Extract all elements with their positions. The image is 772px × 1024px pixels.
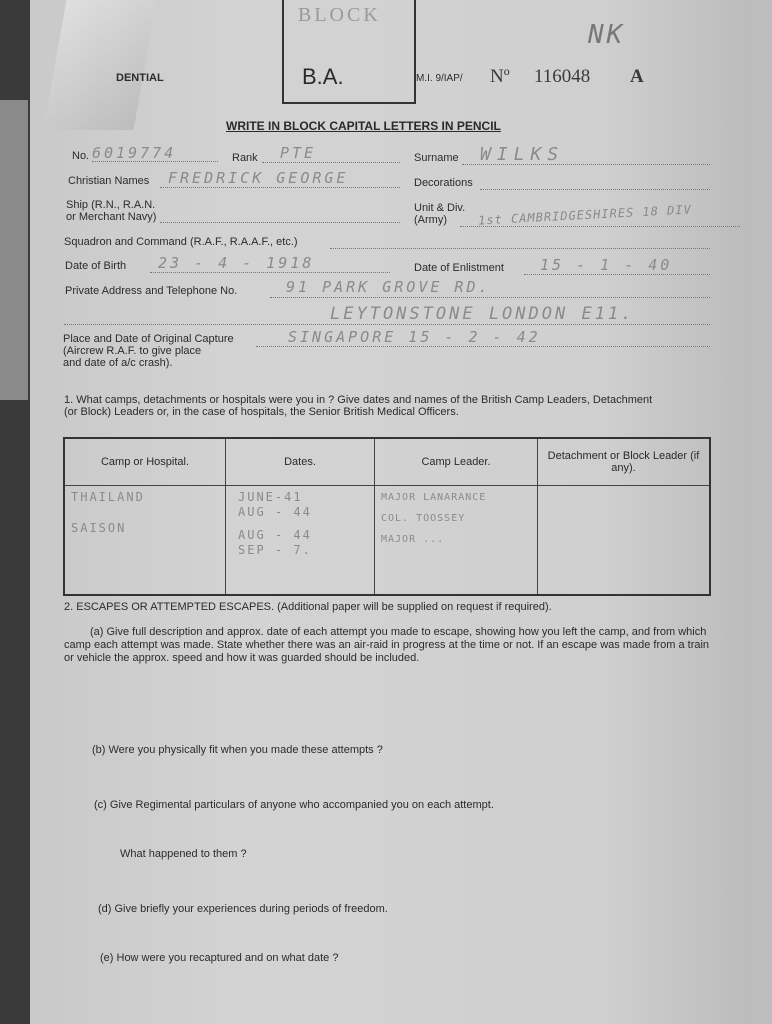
section2-question-a: (a) Give full description and approx. date of each attempt you made to escape, showing how you left the camp, and from which camp each attempt was made. State whether there was an air-raid in progress at the time or not. If an escape was made from a train or vehicle the approx. speed and how it was guarded should be included. bbox=[64, 626, 710, 664]
cell-detachment bbox=[538, 486, 711, 596]
ship-label-2: or Merchant Navy) bbox=[66, 211, 157, 223]
serial-suffix: A bbox=[630, 66, 644, 87]
christian-line bbox=[160, 187, 400, 188]
address-label: Private Address and Telephone No. bbox=[65, 285, 238, 297]
capture-line bbox=[256, 346, 710, 347]
no-value: 6019774 bbox=[92, 144, 177, 162]
header-camp: Camp or Hospital. bbox=[64, 438, 226, 486]
date-1: JUNE-41 bbox=[238, 490, 303, 504]
christian-value: FREDRICK GEORGE bbox=[168, 169, 349, 187]
serial-number: 116048 bbox=[534, 66, 591, 87]
section1-question-2: (or Block) Leaders or, in the case of hospitals, the Senior British Medical Officers. bbox=[64, 406, 459, 418]
date-4: SEP - 7. bbox=[238, 543, 312, 557]
section2-question-c2: What happened to them ? bbox=[120, 848, 247, 860]
ship-line bbox=[160, 222, 400, 223]
form-title: WRITE IN BLOCK CAPITAL LETTERS IN PENCIL bbox=[226, 119, 501, 133]
form-code: M.I. 9/IAP/ bbox=[416, 73, 463, 84]
decorations-label: Decorations bbox=[414, 177, 473, 189]
rank-line bbox=[262, 162, 400, 163]
section2-question-b: (b) Were you physically fit when you made these attempts ? bbox=[92, 744, 383, 756]
unit-value: 1st CAMBRIDGESHIRES 18 DIV bbox=[477, 202, 693, 228]
camps-table bbox=[63, 437, 711, 596]
capture-label-1: Place and Date of Original Capture bbox=[63, 333, 234, 345]
section1-question-1: 1. What camps, detachments or hospitals were you in ? Give dates and names of the British Camp Leaders, Detachment bbox=[64, 394, 653, 406]
leader-2: COL. TOOSSEY bbox=[381, 513, 466, 524]
surname-label: Surname bbox=[414, 152, 459, 164]
no-label: No. bbox=[72, 150, 90, 162]
block-stamp: BLOCK bbox=[298, 4, 381, 26]
christian-label: Christian Names bbox=[68, 175, 150, 187]
cell-leaders bbox=[375, 486, 538, 596]
cell-dates bbox=[226, 486, 375, 596]
dob-line bbox=[150, 272, 390, 273]
address-line2 bbox=[64, 324, 710, 325]
surname-value: WILKS bbox=[480, 144, 565, 165]
dob-label: Date of Birth bbox=[65, 260, 127, 272]
capture-label-3: and date of a/c crash). bbox=[63, 357, 173, 369]
rank-label: Rank bbox=[232, 152, 258, 164]
section2-question-d: (d) Give briefly your experiences during periods of freedom. bbox=[98, 903, 388, 915]
section2-question-c: (c) Give Regimental particulars of anyone who accompanied you on each attempt. bbox=[94, 799, 494, 811]
unit-label bbox=[414, 202, 465, 226]
address-line1 bbox=[270, 297, 710, 298]
handwritten-annotation: NK bbox=[588, 20, 626, 50]
address-line1-value: 91 PARK GROVE RD. bbox=[286, 278, 491, 296]
dob-value: 23 - 4 - 1918 bbox=[158, 254, 315, 272]
box-label: B.A. bbox=[302, 64, 344, 89]
unit-label-2: (Army) bbox=[414, 214, 447, 226]
date-3: AUG - 44 bbox=[238, 528, 312, 542]
background-strip bbox=[0, 100, 28, 400]
enlist-label: Date of Enlistment bbox=[414, 262, 504, 274]
section2-heading: 2. ESCAPES OR ATTEMPTED ESCAPES. (Additional paper will be supplied on request if required). bbox=[64, 601, 552, 613]
unit-label-1: Unit & Div. bbox=[414, 202, 466, 214]
unit-line bbox=[460, 226, 740, 227]
rank-value: PTE bbox=[280, 144, 317, 162]
confidential-label: DENTIAL bbox=[116, 72, 164, 84]
squadron-label: Squadron and Command (R.A.F., R.A.A.F., etc.) bbox=[64, 236, 298, 248]
leader-3: MAJOR ... bbox=[381, 534, 445, 545]
address-line2-value: LEYTONSTONE LONDON E11. bbox=[330, 304, 635, 324]
camp-1: THAILAND bbox=[71, 490, 145, 504]
surname-line bbox=[462, 164, 710, 165]
cell-camps bbox=[64, 486, 226, 596]
ship-label bbox=[66, 199, 156, 223]
capture-label-2: (Aircrew R.A.F. to give place bbox=[63, 345, 202, 357]
enlist-line bbox=[524, 274, 710, 275]
leader-1: MAJOR LANARANCE bbox=[381, 492, 487, 503]
enlist-value: 15 - 1 - 40 bbox=[540, 256, 673, 274]
header-detachment: Detachment or Block Leader (if any). bbox=[538, 438, 711, 486]
date-2: AUG - 44 bbox=[238, 505, 312, 519]
squadron-line bbox=[330, 248, 710, 249]
capture-label bbox=[63, 333, 234, 369]
block-box bbox=[282, 0, 416, 104]
serial-prefix: Nº bbox=[490, 66, 510, 87]
ship-label-1: Ship (R.N., R.A.N. bbox=[66, 199, 156, 211]
decorations-line bbox=[480, 189, 710, 190]
no-line bbox=[92, 161, 218, 162]
header-dates: Dates. bbox=[226, 438, 375, 486]
header-leader: Camp Leader. bbox=[375, 438, 538, 486]
section2-question-e: (e) How were you recaptured and on what date ? bbox=[100, 952, 339, 964]
camp-2: SAISON bbox=[71, 521, 127, 535]
capture-value: SINGAPORE 15 - 2 - 42 bbox=[288, 328, 541, 346]
